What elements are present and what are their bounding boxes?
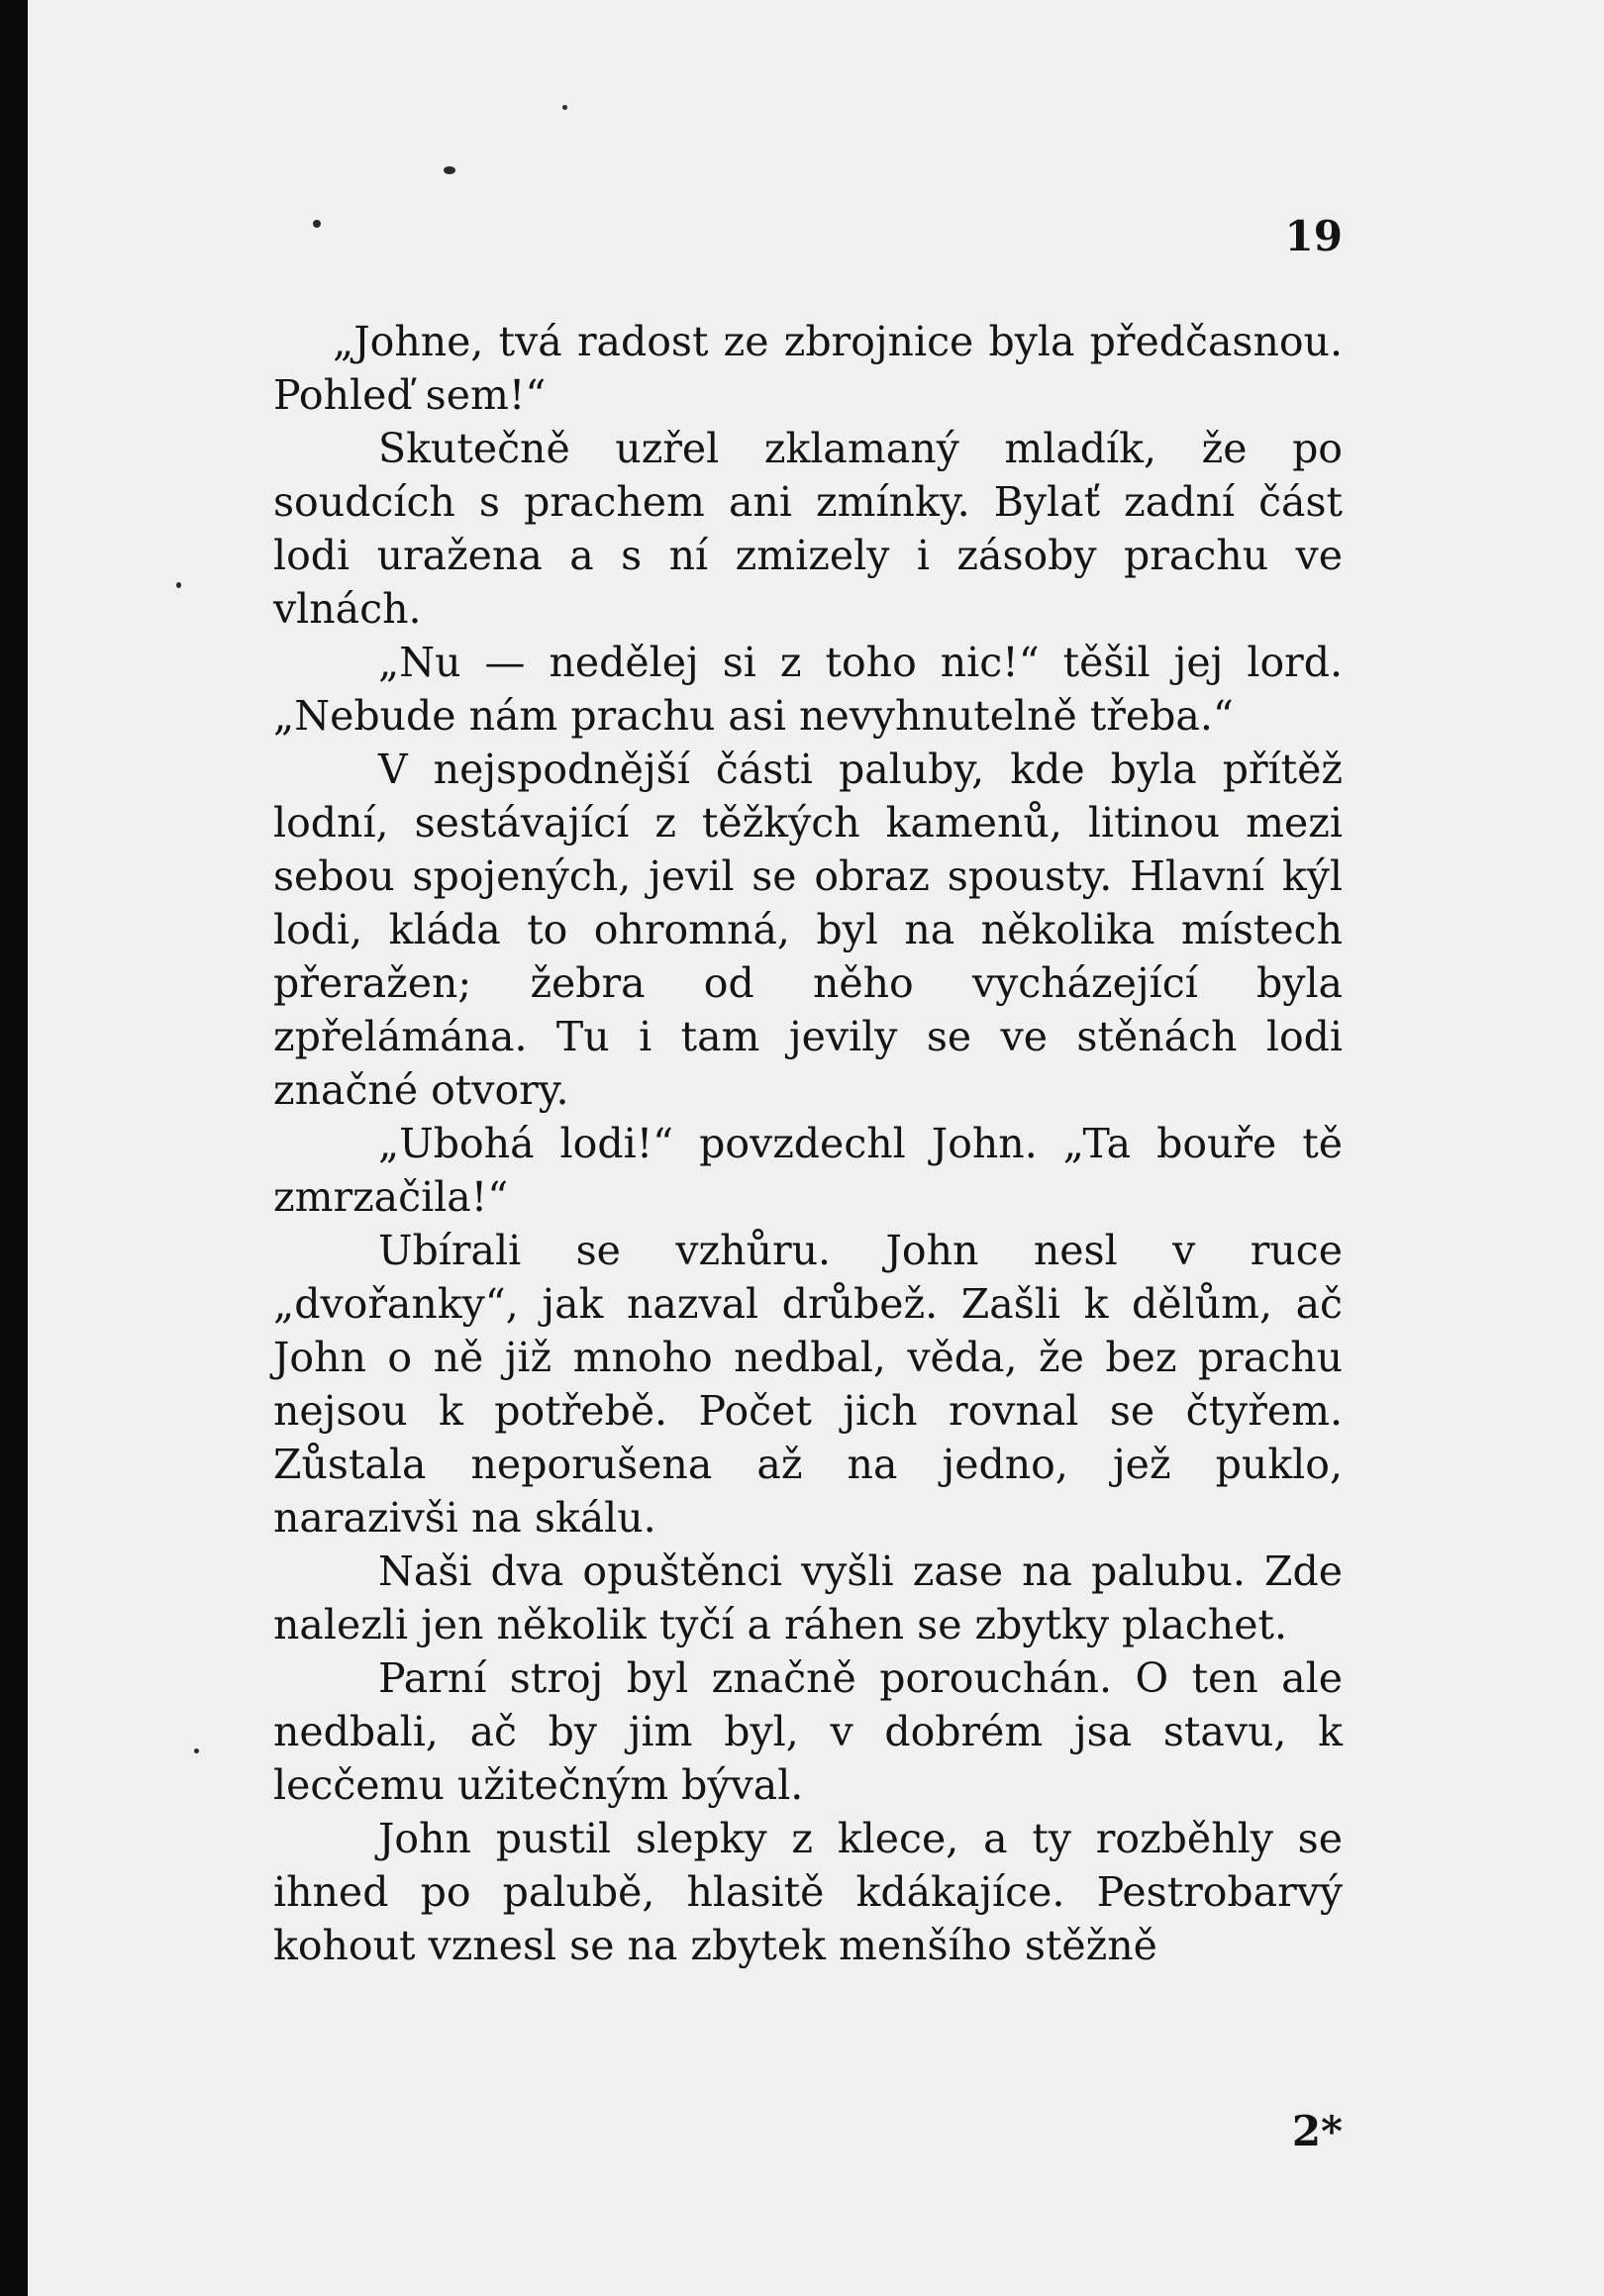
signature-mark: 2* bbox=[1291, 2107, 1343, 2155]
paragraph: „Nu — nedělej si z toho nic!“ těšil jej lord. „Nebude nám prachu asi nevyhnutelně třeba.“ bbox=[273, 639, 1343, 740]
print-speck bbox=[194, 1748, 199, 1753]
paragraph: Skutečně uzřel zklamaný mladík, že po soudcích s prachem ani zmínky. Bylať zadní část lodi uražena a s ní zmizely i zásoby prachu ve vlnách. bbox=[273, 425, 1343, 633]
paragraph: Parní stroj byl značně porouchán. O ten ale nedbali, ač by jim byl, v dobrém jsa stavu, k lecčemu užitečným býval. bbox=[273, 1654, 1343, 1809]
print-speck bbox=[562, 105, 567, 110]
paragraph: V nejspodnější části paluby, kde byla přítěž lodní, sestávající z těžkých kamenů, litinou mezi sebou spojených, jevil se obraz spousty. Hlavní kýl lodi, kláda to ohromná, byl na několika místech přeražen; žebra od něho vycházející byla zpřelámána. Tu i tam jevily se ve stěnách lodi značné otvory. bbox=[273, 746, 1343, 1114]
paragraph: „Johne, tvá radost ze zbrojnice byla předčasnou. Pohleď sem!“ bbox=[273, 318, 1343, 419]
print-speck bbox=[313, 220, 321, 228]
paragraph: „Ubohá lodi!“ povzdechl John. „Ta bouře tě zmrzačila!“ bbox=[273, 1120, 1343, 1221]
print-speck bbox=[176, 582, 181, 588]
page-number: 19 bbox=[1284, 212, 1343, 260]
print-speck bbox=[444, 166, 455, 174]
book-page bbox=[28, 0, 1604, 2296]
paragraph: John pustil slepky z klece, a ty rozběhly se ihned po palubě, hlasitě kdákajíce. Pestrobarvý kohout vznesl se na zbytek menšího stěžně bbox=[273, 1815, 1343, 1969]
body-text bbox=[273, 315, 1343, 1972]
paragraph: Naši dva opuštěnci vyšli zase na palubu. Zde nalezli jen několik tyčí a ráhen se zbytky plachet. bbox=[273, 1547, 1343, 1648]
paragraph: Ubírali se vzhůru. John nesl v ruce „dvořanky“, jak nazval drůbež. Zašli k dělům, ač John o ně již mnoho nedbal, věda, že bez prachu nejsou k potřebě. Počet jich rovnal se čtyřem. Zůstala neporušena až na jedno, jež puklo, narazivši na skálu. bbox=[273, 1227, 1343, 1542]
